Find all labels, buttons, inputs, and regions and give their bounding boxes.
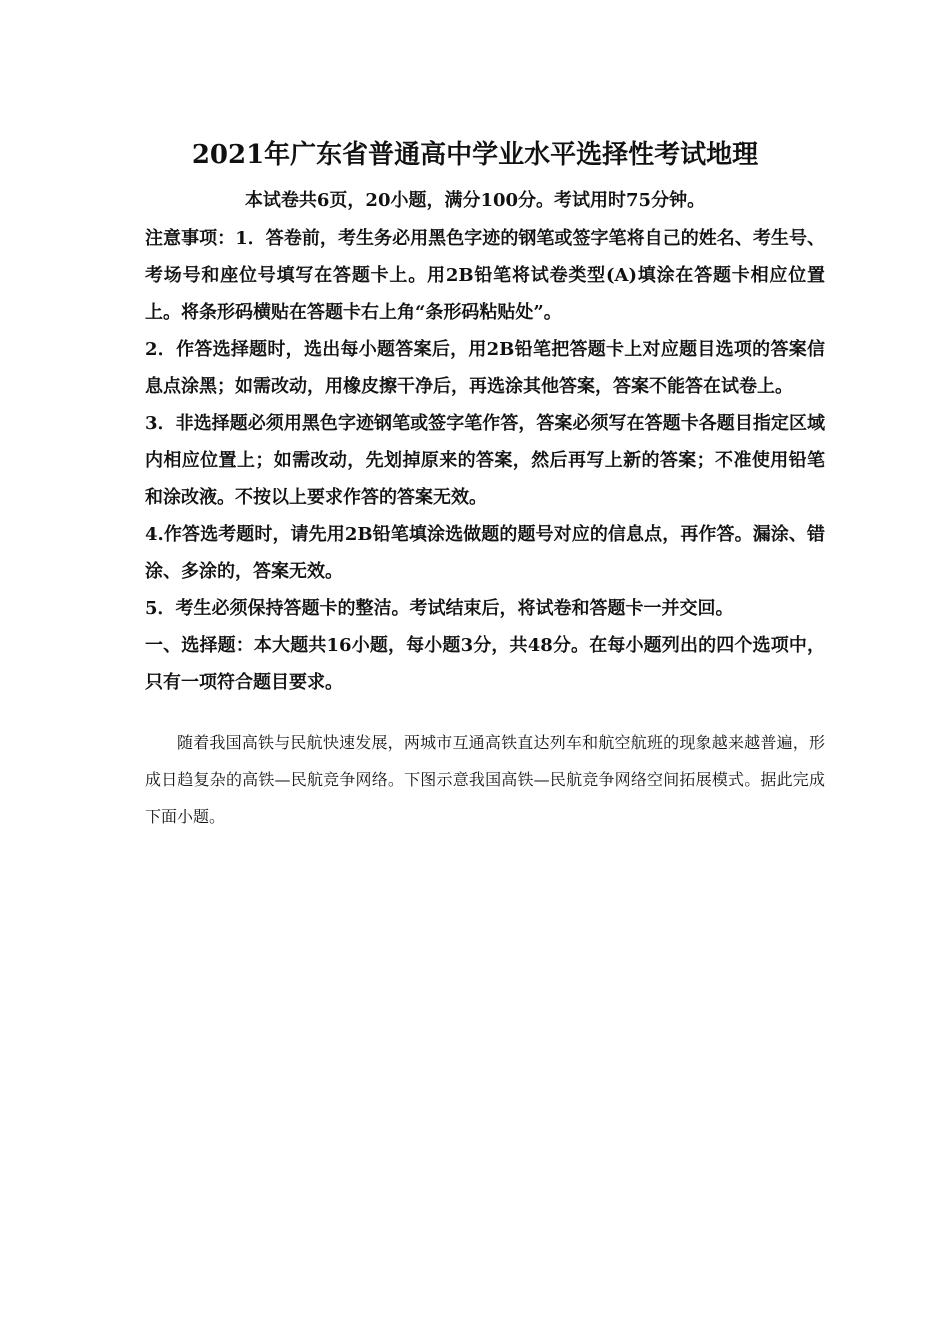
page-title: 2021年广东省普通高中学业水平选择性考试地理 — [191, 140, 759, 170]
instruction-item: 3．非选择题必须用黑色字迹钢笔或签字笔作答，答案必须写在答题卡各题目指定区域内相应位置上；如需改动，先划掉原来的答案，然后再写上新的答案；不准使用铅笔和涂改液。不按以上要求作答的答案无效。 — [145, 413, 825, 508]
reading-passage — [145, 724, 825, 835]
instruction-item: 2．作答选择题时，选出每小题答案后，用2B铅笔把答题卡上对应题目选项的答案信息点涂黑；如需改动，用橡皮擦干净后，再选涂其他答案，答案不能答在试卷上。 — [145, 339, 825, 397]
instruction-item: 5．考生必须保持答题卡的整洁。考试结束后，将试卷和答题卡一并交回。 — [145, 598, 734, 619]
passage-text: 随着我国高铁与民航快速发展，两城市互通高铁直达列车和航空航班的现象越来越普遍，形成日趋复杂的高铁—民航竞争网络。下图示意我国高铁—民航竞争网络空间拓展模式。据此完成下面小题。 — [145, 733, 825, 826]
exam-info: 本试卷共6页，20小题，满分100分。考试用时75分钟。 — [244, 190, 706, 211]
instruction-item: 4.作答选考题时，请先用2B铅笔填涂选做题的题号对应的信息点，再作答。漏涂、错涂、多涂的，答案无效。 — [145, 524, 825, 582]
instruction-item: 注意事项：1．答卷前，考生务必用黑色字迹的钢笔或签字笔将自己的姓名、考生号、考场号和座位号填写在答题卡上。用2B铅笔将试卷类型(A)填涂在答题卡相应位置上。将条形码横贴在答题卡右上角“条形码粘贴处”。 — [145, 228, 825, 323]
instructions — [145, 220, 825, 701]
section-heading: 一、选择题：本大题共16小题，每小题3分，共48分。在每小题列出的四个选项中，只有一项符合题目要求。 — [145, 635, 825, 693]
